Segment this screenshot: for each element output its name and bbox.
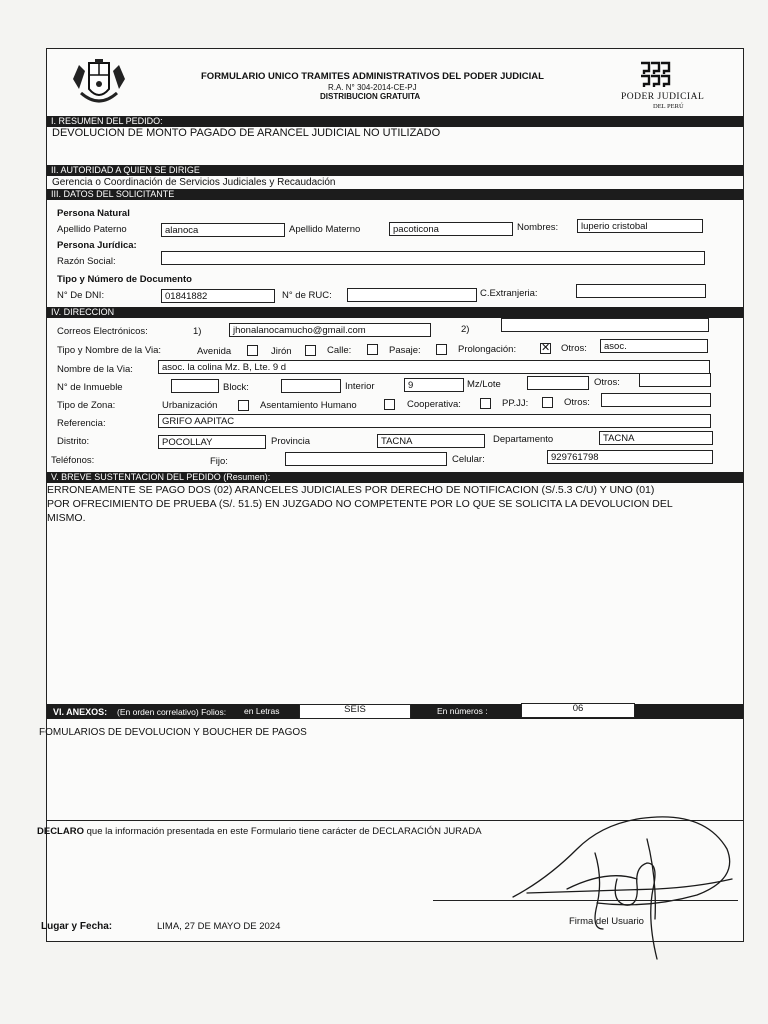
en-letras-field[interactable]: SEIS (299, 704, 411, 719)
handwritten-signature (507, 809, 743, 969)
dni-label: N° De DNI: (57, 290, 105, 301)
nombres-field[interactable]: luperio cristobal (577, 219, 703, 233)
referencia-label: Referencia: (57, 418, 106, 429)
pasaje-checkbox[interactable] (436, 344, 447, 355)
otros-3-label: Otros: (564, 397, 590, 408)
sustentacion-line-1: ERRONEAMENTE SE PAGO DOS (02) ARANCELES JUDICIALES POR DERECHO DE NOTIFICACION (S/.5.3 C/U) Y UNO (01) (47, 484, 655, 496)
distrito-label: Distrito: (57, 436, 90, 447)
dni-field[interactable]: 01841882 (161, 289, 275, 303)
email-2-index: 2) (461, 324, 470, 335)
form-sheet (37, 48, 744, 942)
section-5-heading: V. BREVE SUSTENTACION DEL PEDIDO (Resumen): (47, 472, 743, 483)
declaro-word: DECLARO (37, 826, 84, 837)
inmueble-field[interactable] (171, 379, 219, 393)
block-label: Block: (223, 382, 249, 393)
apellido-materno-field[interactable]: pacoticona (389, 222, 513, 236)
jiron-checkbox[interactable] (305, 345, 316, 356)
inmueble-label: N° de Inmueble (57, 382, 123, 393)
telefonos-label: Teléfonos: (51, 455, 95, 466)
urbanizacion-checkbox[interactable] (238, 400, 249, 411)
distrito-field[interactable]: POCOLLAY (158, 435, 266, 449)
anexos-text: FOMULARIOS DE DEVOLUCION Y BOUCHER DE PAGOS (39, 727, 307, 738)
form-title: FORMULARIO UNICO TRAMITES ADMINISTRATIVOS DEL PODER JUDICIAL (201, 71, 544, 82)
prolongacion-label: Prolongación: (458, 344, 517, 355)
departamento-label: Departamento (493, 434, 554, 445)
persona-juridica-label: Persona Jurídica: (57, 240, 137, 251)
section-1-heading: I. RESUMEN DEL PEDIDO: (47, 116, 743, 127)
otros-via-field[interactable]: asoc. (600, 339, 708, 353)
email-1-index: 1) (193, 326, 202, 337)
email-2-field[interactable] (501, 318, 709, 332)
fijo-field[interactable] (285, 452, 447, 466)
cooperativa-checkbox[interactable] (480, 398, 491, 409)
sustentacion-line-3: MISMO. (47, 512, 86, 524)
avenida-label: Avenida (197, 346, 232, 357)
logo-text: PODER JUDICIAL (621, 92, 705, 102)
extranjeria-field[interactable] (576, 284, 706, 298)
interior-label: Interior (345, 381, 375, 392)
tipo-via-label: Tipo y Nombre de la Via: (57, 345, 162, 356)
celular-label: Celular: (452, 454, 485, 465)
referencia-field[interactable]: GRIFO AAPITAC (158, 414, 711, 428)
mzlote-field[interactable] (527, 376, 589, 390)
razon-social-label: Razón Social: (57, 256, 116, 267)
national-coat-of-arms-icon (71, 59, 127, 109)
provincia-label: Provincia (271, 436, 311, 447)
email-1-field[interactable]: jhonalanocamucho@gmail.com (229, 323, 431, 337)
departamento-field[interactable]: TACNA (599, 431, 713, 445)
nombre-via-label: Nombre de la Via: (57, 364, 133, 375)
apellido-paterno-label: Apellido Paterno (57, 224, 127, 235)
otros-2-field[interactable] (639, 373, 711, 387)
mzlote-label: Mz/Lote (467, 379, 501, 390)
calle-checkbox[interactable] (367, 344, 378, 355)
avenida-checkbox[interactable] (247, 345, 258, 356)
logo-subtext: DEL PERÚ (653, 103, 684, 110)
resolution-number: R.A. N° 304-2014-CE-PJ (328, 83, 417, 92)
tipo-zona-label: Tipo de Zona: (57, 400, 116, 411)
resumen-text: DEVOLUCION DE MONTO PAGADO DE ARANCEL JUDICIAL NO UTILIZADO (52, 127, 441, 139)
tipo-documento-label: Tipo y Número de Documento (57, 274, 192, 285)
razon-social-field[interactable] (161, 251, 705, 265)
urbanizacion-label: Urbanización (162, 400, 218, 411)
section-3-heading: III. DATOS DEL SOLICITANTE (47, 189, 743, 200)
extranjeria-label: C.Extranjeria: (480, 288, 538, 299)
jiron-label: Jirón (271, 346, 292, 357)
lugar-fecha-label: Lugar y Fecha: (41, 921, 113, 932)
persona-natural-label: Persona Natural (57, 208, 130, 219)
anexos-subheading: (En orden correlativo) Folios: (117, 707, 227, 717)
firma-label: Firma del Usuario (569, 916, 644, 927)
fijo-label: Fijo: (210, 456, 228, 467)
pasaje-label: Pasaje: (389, 345, 421, 356)
celular-field[interactable]: 929761798 (547, 450, 713, 464)
calle-label: Calle: (327, 345, 352, 356)
autoridad-text: Gerencia o Coordinación de Servicios Judiciales y Recaudación (52, 177, 336, 188)
sustentacion-line-2: POR OFRECIMIENTO DE PRUEBA (S/. 51.5) EN JUZGADO NO COMPETENTE POR LO QUE SE SOLICITA LA DEVOLUCION DEL (47, 498, 673, 510)
en-numeros-field[interactable]: 06 (521, 703, 635, 718)
declaro-statement (37, 826, 482, 837)
apellido-paterno-field[interactable]: alanoca (161, 223, 285, 237)
apellido-materno-label: Apellido Materno (289, 224, 361, 235)
anexos-heading: VI. ANEXOS: (53, 707, 108, 717)
nombre-via-field[interactable]: asoc. la colina Mz. B, Lte. 9 d (158, 360, 710, 374)
otros-2-label: Otros: (594, 377, 620, 388)
otros-via-label: Otros: (561, 343, 587, 354)
provincia-field[interactable]: TACNA (377, 434, 485, 448)
correos-label: Correos Electrónicos: (57, 326, 148, 337)
asentamiento-label: Asentamiento Humano (260, 400, 357, 411)
poder-judicial-logo-icon (639, 61, 671, 89)
declaro-rest: que la información presentada en este Formulario tiene carácter de DECLARACIÓN JURADA (83, 826, 482, 837)
ppjj-checkbox[interactable] (542, 397, 553, 408)
cooperativa-label: Cooperativa: (407, 399, 461, 410)
interior-field[interactable]: 9 (404, 378, 464, 392)
otros-3-field[interactable] (601, 393, 711, 407)
asentamiento-checkbox[interactable] (384, 399, 395, 410)
nombres-label: Nombres: (517, 222, 559, 233)
block-field[interactable] (281, 379, 341, 393)
ruc-label: N° de RUC: (282, 290, 332, 301)
distribution-note: DISTRIBUCION GRATUITA (320, 92, 421, 101)
otros-via-checkbox[interactable]: ✕ (541, 342, 551, 354)
en-numeros-label: En números : (437, 706, 488, 716)
ppjj-label: PP.JJ: (502, 398, 529, 409)
lugar-fecha-value: LIMA, 27 DE MAYO DE 2024 (157, 921, 281, 932)
ruc-field[interactable] (347, 288, 477, 302)
section-4-heading: IV. DIRECCION (47, 307, 743, 318)
section-2-heading: II. AUTORIDAD A QUIEN SE DIRIGE (47, 165, 743, 176)
signature-line (433, 900, 738, 901)
en-letras-label: en Letras (244, 706, 280, 716)
